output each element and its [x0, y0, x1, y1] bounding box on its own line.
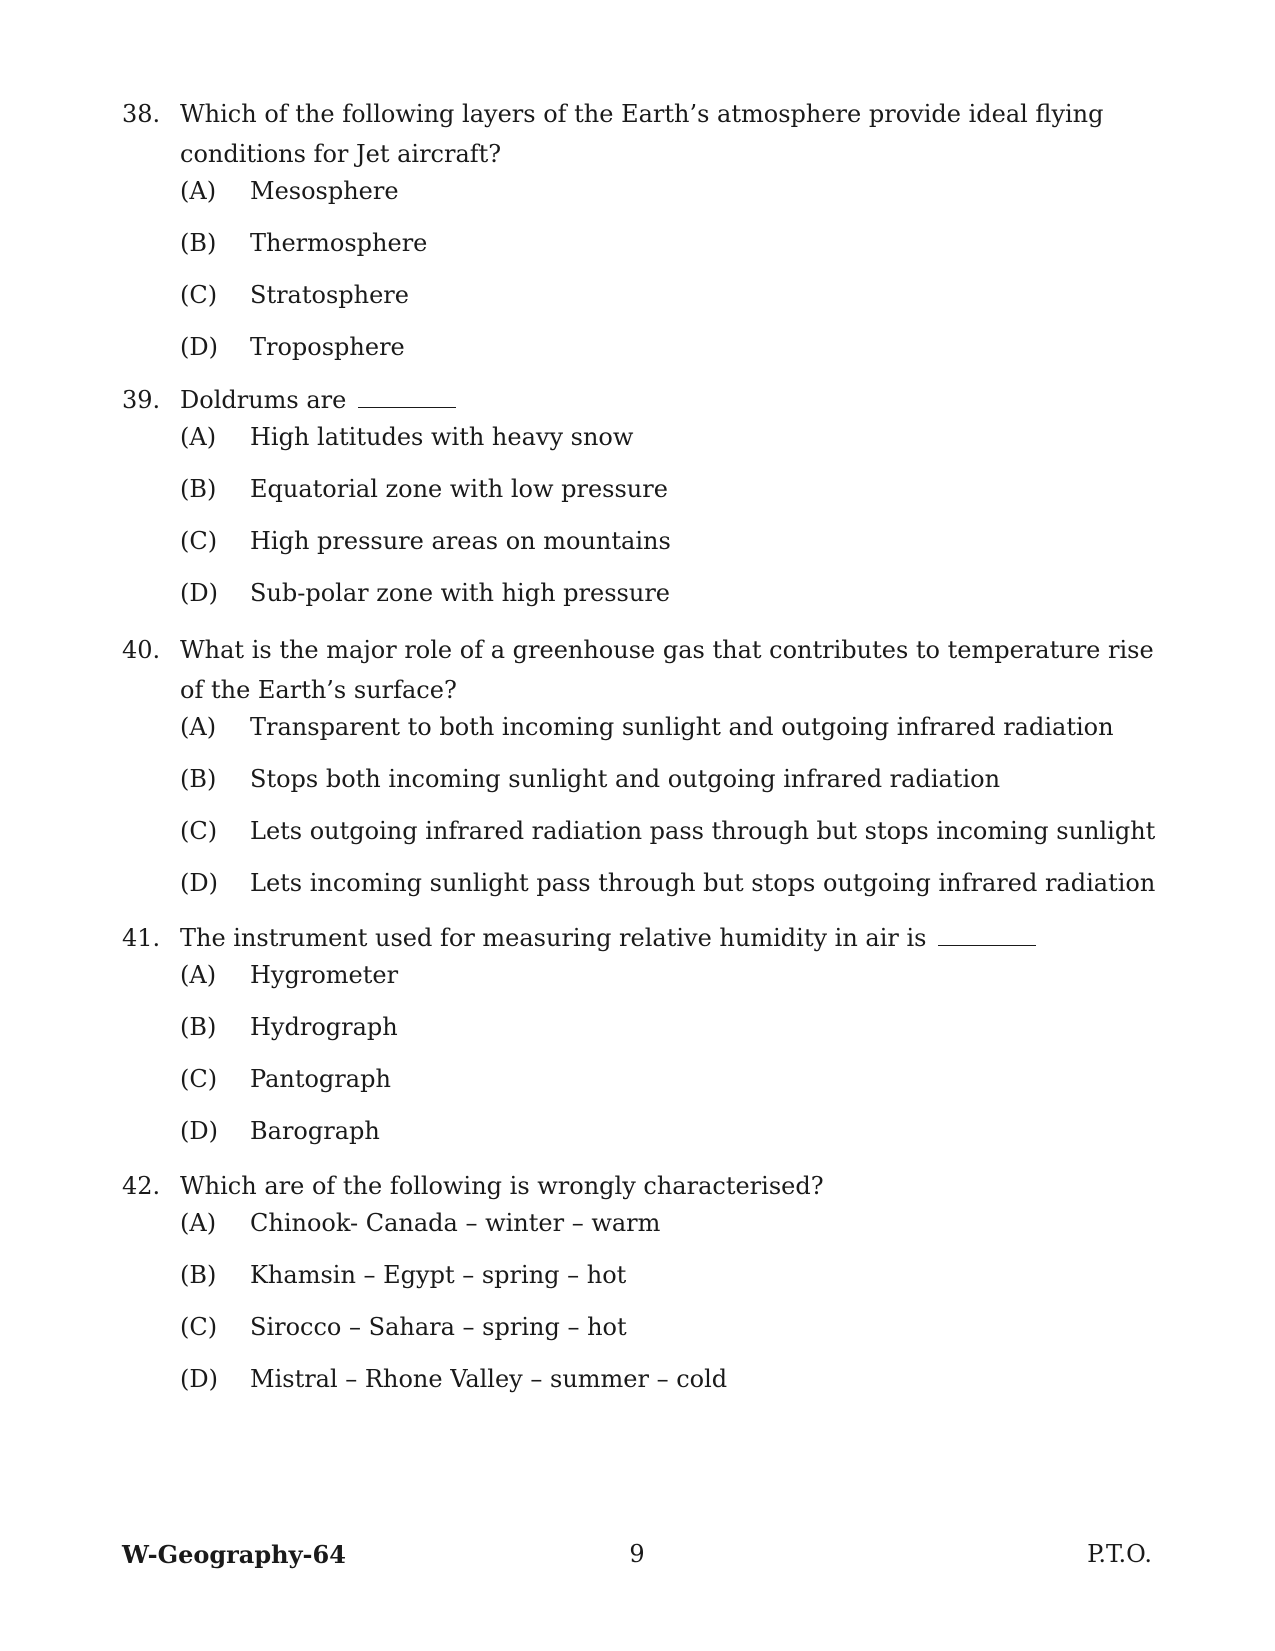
option-letter: (B): [180, 1261, 217, 1289]
option-letter: (C): [180, 1313, 218, 1341]
option-letter: (A): [180, 713, 217, 741]
option-letter: (D): [180, 579, 218, 607]
option-a: [180, 178, 1162, 230]
option-d: [180, 580, 1162, 632]
option-letter: (A): [180, 177, 217, 205]
question-number: 40.: [122, 636, 161, 664]
pto-label: P.T.O.: [1087, 1540, 1152, 1568]
option-letter: (B): [180, 765, 217, 793]
option-d: [180, 1366, 1162, 1418]
option-c: [180, 528, 1162, 580]
option-letter: (D): [180, 1117, 218, 1145]
option-letter: (C): [180, 817, 218, 845]
question-text: Doldrums are: [180, 386, 347, 414]
options-list: [180, 714, 1162, 922]
option-text: Stops both incoming sunlight and outgoing infrared radiation: [250, 765, 1001, 793]
option-text: Equatorial zone with low pressure: [250, 475, 668, 503]
option-b: [180, 1262, 1162, 1314]
option-letter: (A): [180, 423, 217, 451]
options-list: [180, 178, 1162, 386]
option-letter: (B): [180, 229, 217, 257]
option-text: Hydrograph: [250, 1013, 398, 1041]
option-letter: (C): [180, 527, 218, 555]
options-list: [180, 962, 1162, 1170]
options-list: [180, 424, 1162, 632]
option-text: Chinook- Canada – winter – warm: [250, 1209, 661, 1237]
option-text: Troposphere: [250, 333, 405, 361]
option-text: Thermosphere: [250, 229, 428, 257]
paper-code: W-Geography-64: [122, 1540, 346, 1569]
question-text: Which of the following layers of the Earth’s atmosphere provide ideal flying conditions for Jet aircraft?: [180, 100, 1104, 168]
question-text-wrap: [180, 918, 1162, 958]
option-c: [180, 1314, 1162, 1366]
option-text: High latitudes with heavy snow: [250, 423, 634, 451]
question-39: [122, 380, 1162, 632]
option-letter: (D): [180, 1365, 218, 1393]
option-text: Mistral – Rhone Valley – summer – cold: [250, 1365, 728, 1393]
option-a: [180, 1210, 1162, 1262]
question-text-wrap: [180, 380, 1162, 420]
question-text: What is the major role of a greenhouse gas that contributes to temperature rise of the Earth’s surface?: [180, 636, 1154, 704]
option-letter: (B): [180, 475, 217, 503]
question-stem: [122, 918, 1162, 958]
question-number: 39.: [122, 386, 161, 414]
option-d: [180, 870, 1162, 922]
page-footer: [122, 1540, 1152, 1570]
question-number: 41.: [122, 924, 161, 952]
option-text: Lets outgoing infrared radiation pass through but stops incoming sunlight: [250, 817, 1156, 845]
question-41: [122, 918, 1162, 1170]
options-list: [180, 1210, 1162, 1418]
option-a: [180, 714, 1162, 766]
option-c: [180, 818, 1162, 870]
option-d: [180, 334, 1162, 386]
question-38: [122, 94, 1162, 386]
option-letter: (B): [180, 1013, 217, 1041]
option-a: [180, 962, 1162, 1014]
option-letter: (A): [180, 961, 217, 989]
option-text: High pressure areas on mountains: [250, 527, 671, 555]
question-number: 42.: [122, 1172, 161, 1200]
page-number: 9: [629, 1540, 645, 1568]
answer-blank: [938, 923, 1036, 946]
question-stem: [122, 94, 1162, 174]
option-text: Barograph: [250, 1117, 380, 1145]
option-b: [180, 230, 1162, 282]
option-b: [180, 1014, 1162, 1066]
option-c: [180, 282, 1162, 334]
option-text: Stratosphere: [250, 281, 409, 309]
option-text: Pantograph: [250, 1065, 391, 1093]
option-letter: (C): [180, 281, 218, 309]
question-text: The instrument used for measuring relative humidity in air is: [180, 924, 927, 952]
question-stem: [122, 1166, 1162, 1206]
option-text: Khamsin – Egypt – spring – hot: [250, 1261, 627, 1289]
question-stem: [122, 630, 1162, 710]
option-b: [180, 766, 1162, 818]
question-42: [122, 1166, 1162, 1418]
option-b: [180, 476, 1162, 528]
option-a: [180, 424, 1162, 476]
option-letter: (A): [180, 1209, 217, 1237]
option-letter: (C): [180, 1065, 218, 1093]
answer-blank: [358, 385, 456, 408]
option-text: Lets incoming sunlight pass through but stops outgoing infrared radiation: [250, 869, 1156, 897]
question-number: 38.: [122, 100, 161, 128]
option-text: Transparent to both incoming sunlight and outgoing infrared radiation: [250, 713, 1114, 741]
option-c: [180, 1066, 1162, 1118]
option-text: Mesosphere: [250, 177, 399, 205]
option-d: [180, 1118, 1162, 1170]
question-40: [122, 630, 1162, 922]
option-letter: (D): [180, 869, 218, 897]
question-stem: [122, 380, 1162, 420]
option-text: Sirocco – Sahara – spring – hot: [250, 1313, 627, 1341]
option-text: Hygrometer: [250, 961, 399, 989]
option-text: Sub-polar zone with high pressure: [250, 579, 670, 607]
option-letter: (D): [180, 333, 218, 361]
question-text: Which are of the following is wrongly characterised?: [180, 1172, 824, 1200]
